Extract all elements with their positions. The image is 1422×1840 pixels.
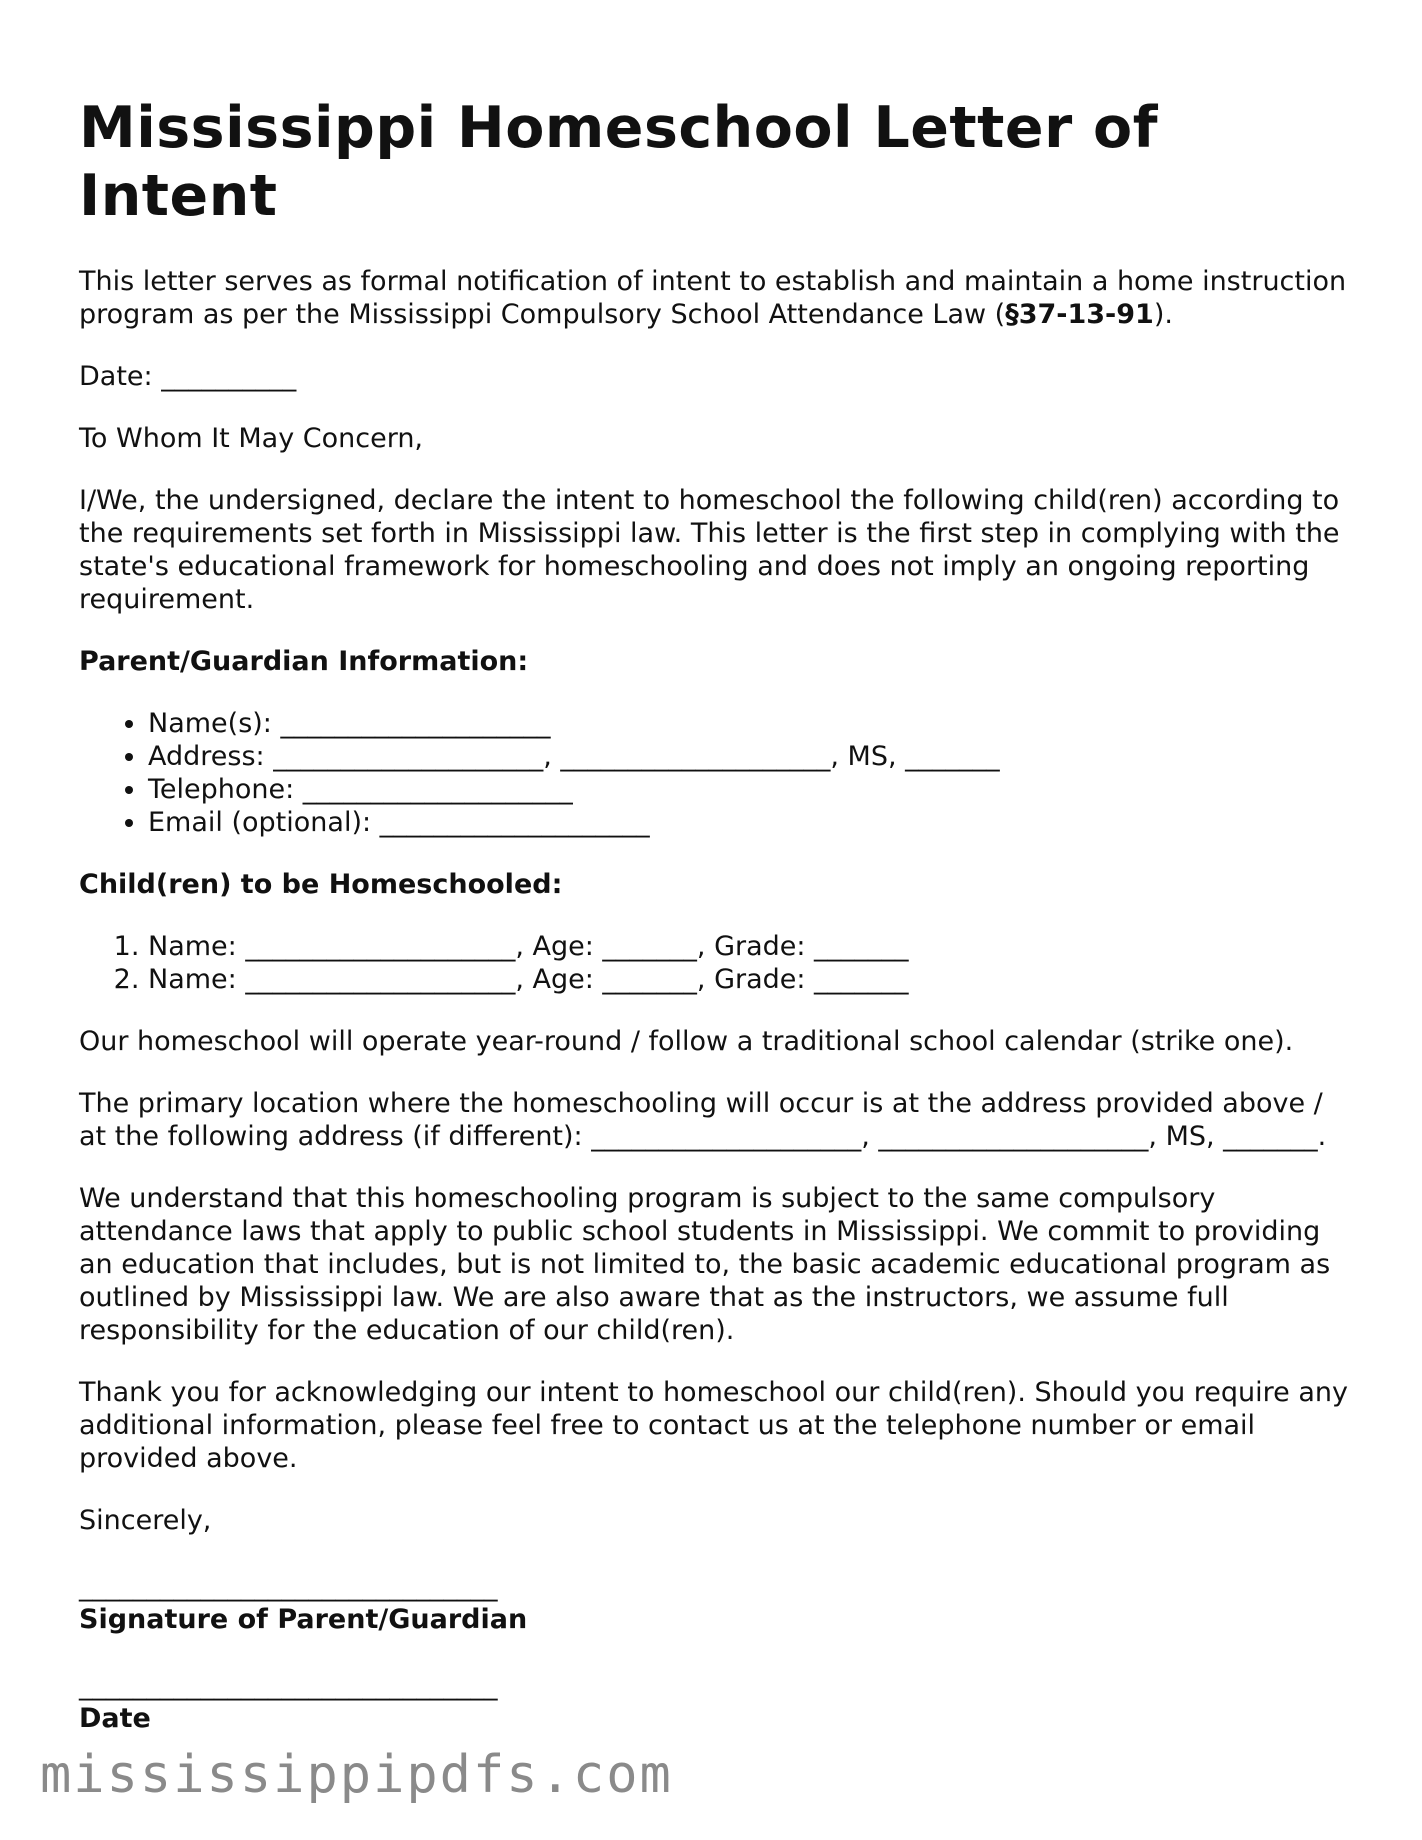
parent-email-item: • Email (optional): ____________________ — [148, 806, 1349, 839]
thanks-statement: Thank you for acknowledging our intent to homeschool our child(ren). Should you require any additional information, please feel free to contact us at the telephone number or email provided above. — [79, 1376, 1349, 1474]
date-signature-line: _______________________________ — [79, 1669, 498, 1701]
date-signature-block — [79, 1669, 1349, 1735]
closing-word: Sincerely, — [79, 1504, 212, 1536]
location-statement: The primary location where the homeschooling will occur is at the address provided above / at the following address (if different): ____________________, ____________________, MS, _______. — [79, 1087, 1327, 1152]
calendar-statement: Our homeschool will operate year-round / follow a traditional school calendar (strike one). — [79, 1025, 1294, 1057]
watermark: mississippipdfs.com — [40, 1745, 673, 1805]
signature-block — [79, 1570, 1349, 1636]
signature-label: Signature of Parent/Guardian — [79, 1603, 528, 1635]
child-item: 2. Name: ____________________, Age: _______, Grade: _______ — [148, 963, 1349, 996]
parent-name-item: • Name(s): ____________________ — [148, 707, 1349, 740]
declaration-paragraph: I/We, the undersigned, declare the intent to homeschool the following child(ren) according to the requirements set forth in Mississippi law. This letter is the first step in complying with the state's educational framework for homeschooling and does not imply an ongoing reporting requirement. — [79, 484, 1340, 615]
intro-closing: ). — [1153, 298, 1173, 330]
intro-text: This letter serves as formal notification of intent to establish and maintain a home instruction program as per the Mississippi Compulsory School Attendance Law ( — [79, 265, 1347, 330]
intro-paragraph — [79, 265, 1349, 331]
parent-address-item: • Address: ____________________, ____________________, MS, _______ — [148, 740, 1349, 773]
child-item: 1. Name: ____________________, Age: _______, Grade: _______ — [148, 930, 1349, 963]
document-title: Mississippi Homeschool Letter of Intent — [79, 95, 1158, 230]
parent-telephone-item: • Telephone: ____________________ — [148, 773, 1349, 806]
salutation: To Whom It May Concern, — [79, 422, 424, 454]
statute-reference: §37-13-91 — [1005, 298, 1154, 330]
signature-line: _______________________________ — [79, 1570, 498, 1602]
date-signature-label: Date — [79, 1702, 151, 1734]
parent-section-heading: Parent/Guardian Information: — [79, 645, 529, 677]
document-page — [79, 94, 1349, 1764]
date-line: Date: __________ — [79, 360, 297, 392]
children-list — [79, 930, 1349, 996]
parent-info-list — [79, 707, 1349, 839]
commitment-statement: We understand that this homeschooling program is subject to the same compulsory attendance laws that apply to public school students in Mississippi. We commit to providing an education that includes, but is not limited to, the basic academic educational program as outlined by Mississippi law. We are also aware that as the instructors, we assume full responsibility for the education of our child(ren). — [79, 1182, 1331, 1346]
children-section-heading: Child(ren) to be Homeschooled: — [79, 868, 563, 900]
